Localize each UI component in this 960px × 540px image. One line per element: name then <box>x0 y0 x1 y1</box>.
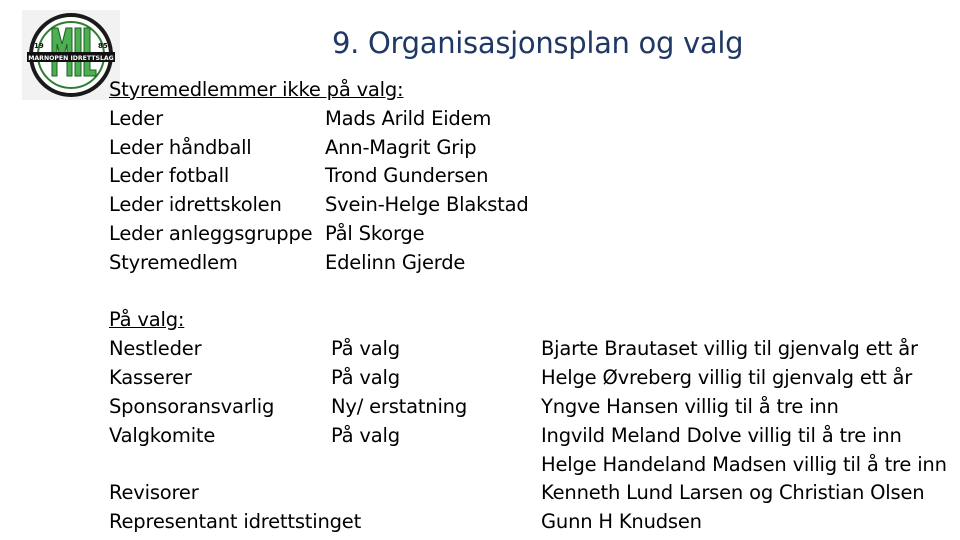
member-name: Pål Skorge <box>325 222 425 245</box>
role-label: Valgkomite <box>109 424 216 447</box>
member-name: Ann-Magrit Grip <box>325 136 477 159</box>
election-status: På valg <box>331 337 400 360</box>
member-name: Trond Gundersen <box>325 164 489 187</box>
not-up-heading: Styremedlemmer ikke på valg: <box>109 78 404 101</box>
role-label: Sponsoransvarlig <box>109 395 275 418</box>
role-label: Revisorer <box>109 481 199 504</box>
election-status: På valg <box>331 366 400 389</box>
role-label: Representant idrettstinget <box>109 510 362 533</box>
slide-title: 9. Organisasjonsplan og valg <box>332 26 744 60</box>
member-name: Svein-Helge Blakstad <box>325 193 529 216</box>
role-label: Leder idrettskolen <box>109 193 282 216</box>
logo-year-left: 19 <box>34 42 44 50</box>
candidate-line: Kenneth Lund Larsen og Christian Olsen <box>541 481 925 504</box>
member-name: Edelinn Gjerde <box>325 251 466 274</box>
role-label: Leder håndball <box>109 136 252 159</box>
logo-ring-text: MARNOPEN IDRETTSLAG <box>28 55 114 62</box>
candidate-line: Bjarte Brautaset villig til gjenvalg ett år <box>541 337 918 360</box>
role-label: Kasserer <box>109 366 192 389</box>
election-status: Ny/ erstatning <box>331 395 468 418</box>
member-name: Mads Arild Eidem <box>325 107 492 130</box>
logo-year-right: 85 <box>98 42 108 50</box>
role-label: Leder anleggsgruppe <box>109 222 313 245</box>
club-logo <box>22 10 120 100</box>
candidate-line: Helge Handeland Madsen villig til å tre inn <box>541 453 947 476</box>
election-status: På valg <box>331 424 400 447</box>
role-label: Nestleder <box>109 337 202 360</box>
candidate-line: Yngve Hansen villig til å tre inn <box>541 395 839 418</box>
candidate-line: Gunn H Knudsen <box>541 510 702 533</box>
candidate-line: Ingvild Meland Dolve villig til å tre inn <box>541 424 902 447</box>
candidate-line: Helge Øvreberg villig til gjenvalg ett år <box>541 366 913 389</box>
up-heading: På valg: <box>109 308 185 331</box>
role-label: Leder <box>109 107 163 130</box>
role-label: Styremedlem <box>109 251 238 274</box>
role-label: Leder fotball <box>109 164 230 187</box>
